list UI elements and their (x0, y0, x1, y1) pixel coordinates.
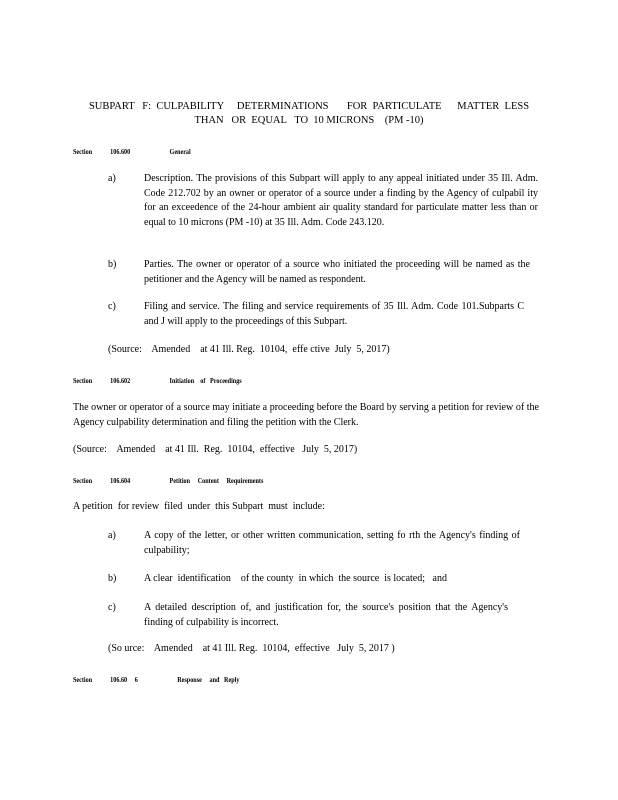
section-number: 106.604 (110, 476, 131, 485)
section-label: Section (73, 147, 93, 156)
item-text: A detailed description of, and justification for, the source's position that the Agency's finding of culpability is incorrect. (144, 602, 508, 628)
section-name: Response and Reply (177, 675, 240, 684)
list-item-c (108, 601, 538, 631)
list-item-a (108, 529, 538, 559)
section-name: Petition Content Requirements (169, 476, 264, 485)
section-label: Section (73, 476, 93, 485)
source-note: (So urce: Amended at 41 Ill. Reg. 10104, effective July 5, 2017 ) (108, 643, 395, 654)
list-item-c (108, 300, 538, 330)
section-name: Initiation of Proceedings (169, 376, 242, 385)
subpart-title (60, 100, 558, 128)
list-item-a (108, 172, 538, 244)
section-heading-106-602 (73, 376, 242, 385)
section-label: Section (73, 376, 93, 385)
item-label: c) (108, 301, 116, 312)
item-text: Description. The provisions of this Subpart will apply to any appeal initiated under 35 Ill. Adm. Code 212.702 by an owner or operator of a source under a finding by the Agency of culpabil ity for an exceedence of the 24-hour ambient air quality standard for particulate matter less than or equal to 10 microns (PM -10) at 35 Ill. Adm. Code 243.120. (144, 173, 538, 228)
list-item-b (108, 572, 538, 588)
item-text: Filing and service. The filing and service requirements of 35 Ill. Adm. Code 101.Subparts C and J will apply to the proceedings of this Subpart. (144, 301, 524, 327)
section-body: The owner or operator of a source may initiate a proceeding before the Board by serving a petition for review of the Agency culpability determination and filing the petition with the Clerk. (73, 402, 539, 428)
item-label: c) (108, 602, 116, 613)
item-label: a) (108, 173, 116, 184)
item-text: A copy of the letter, or other written communication, setting fo rth the Agency's finding of culpability; (144, 530, 520, 556)
source-note: (Source: Amended at 41 Ill. Reg. 10104, effe ctive July 5, 2017) (108, 344, 390, 355)
section-intro: A petition for review filed under this Subpart must include: (73, 501, 325, 512)
item-label: b) (108, 573, 117, 584)
item-text: Parties. The owner or operator of a source who initiated the proceeding will be named as the petitioner and the Agency will be named as respondent. (144, 259, 530, 285)
subpart-title-line-1: SUBPART F: CULPABILITY DETERMINATIONS FOR PARTICULATE MATTER LESS (88, 101, 530, 112)
section-number: 106.600 (110, 147, 131, 156)
section-number: 106.60 6 (110, 675, 138, 684)
section-number: 106.602 (110, 376, 131, 385)
section-label: Section (73, 675, 93, 684)
list-item-b (108, 258, 538, 288)
item-text: A clear identification of the county in which the source is located; and (144, 573, 447, 584)
section-heading-106-604 (73, 476, 263, 485)
section-heading-106-600 (73, 147, 191, 156)
section-heading-106-606 (73, 675, 239, 684)
item-label: b) (108, 259, 117, 270)
item-label: a) (108, 530, 116, 541)
source-note: (Source: Amended at 41 Ill. Reg. 10104, effective July 5, 2017) (73, 444, 358, 455)
section-name: General (169, 147, 191, 156)
subpart-title-line-2: THAN OR EQUAL TO 10 MICRONS (PM -10) (194, 115, 424, 126)
